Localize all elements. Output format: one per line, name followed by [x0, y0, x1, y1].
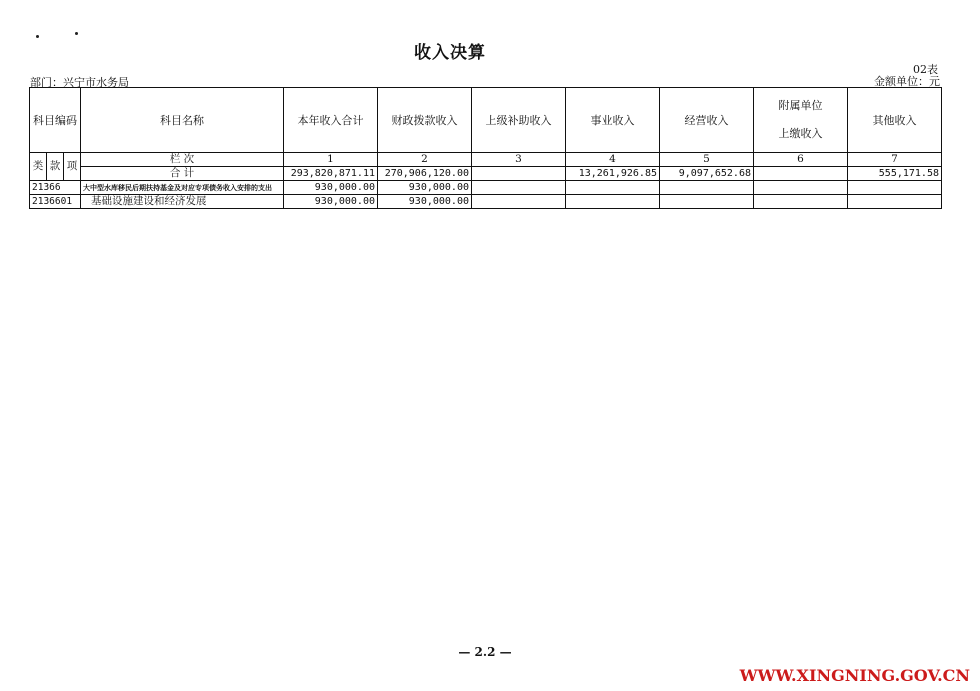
subheader-xiang: 项: [64, 153, 81, 181]
total-cell: 13,261,926.85: [566, 167, 660, 181]
table-cell: [660, 195, 754, 209]
table-row: [30, 181, 942, 195]
column-number: 2: [378, 153, 472, 167]
site-watermark: WWW.XINGNING.GOV.CN: [739, 666, 970, 685]
subject-code: 21366: [30, 181, 81, 195]
form-number: 02表: [913, 63, 938, 76]
header-attached-units: [754, 88, 848, 153]
table-cell: [754, 181, 848, 195]
header-attached-line1: 附属单位: [778, 99, 823, 112]
header-business-income: 事业收入: [566, 88, 660, 153]
table-cell: 930,000.00: [284, 195, 378, 209]
total-cell: [754, 167, 848, 181]
table-cell: 930,000.00: [378, 195, 472, 209]
department-label: 部门：兴宁市水务局: [30, 76, 129, 89]
header-row: [30, 88, 942, 153]
lan-ci-label: 栏 次: [81, 153, 284, 167]
subject-name: 大中型水库移民后期扶持基金及对应专项债务收入安排的支出: [81, 181, 284, 195]
subheader-kuan: 款: [47, 153, 64, 181]
total-label: 合 计: [81, 167, 284, 181]
header-superior-subsidy: 上级补助收入: [472, 88, 566, 153]
header-operating-income: 经营收入: [660, 88, 754, 153]
subject-name: 基础设施建设和经济发展: [81, 195, 284, 209]
header-fiscal-appropriation: 财政拨款收入: [378, 88, 472, 153]
column-number: 7: [848, 153, 942, 167]
total-cell: 270,906,120.00: [378, 167, 472, 181]
total-cell: 9,097,652.68: [660, 167, 754, 181]
total-cell: [472, 167, 566, 181]
header-name: 科目名称: [81, 88, 284, 153]
page-number: — 2.2 —: [458, 645, 512, 659]
income-table: [29, 87, 942, 209]
column-number: 1: [284, 153, 378, 167]
column-number: 4: [566, 153, 660, 167]
table-cell: [472, 181, 566, 195]
header-total-income: 本年收入合计: [284, 88, 378, 153]
table-cell: [566, 195, 660, 209]
header-other-income: 其他收入: [848, 88, 942, 153]
table-cell: [566, 181, 660, 195]
table-cell: [472, 195, 566, 209]
table-cell: [848, 181, 942, 195]
header-attached-line2: 上缴收入: [778, 127, 823, 140]
table-cell: 930,000.00: [378, 181, 472, 195]
subheader-lei: 类: [30, 153, 47, 181]
total-row: [30, 167, 942, 181]
header-code: 科目编码: [30, 88, 81, 153]
table-row: [30, 195, 942, 209]
column-number: 3: [472, 153, 566, 167]
currency-unit: 金额单位：元: [874, 75, 940, 88]
column-number-row: [30, 153, 942, 167]
subject-code: 2136601: [30, 195, 81, 209]
total-cell: 555,171.58: [848, 167, 942, 181]
table-cell: [848, 195, 942, 209]
total-cell: 293,820,871.11: [284, 167, 378, 181]
column-number: 6: [754, 153, 848, 167]
table-cell: 930,000.00: [284, 181, 378, 195]
page-title: 收入决算: [414, 43, 486, 63]
table-cell: [660, 181, 754, 195]
column-number: 5: [660, 153, 754, 167]
table-cell: [754, 195, 848, 209]
scan-dot: [75, 32, 78, 35]
